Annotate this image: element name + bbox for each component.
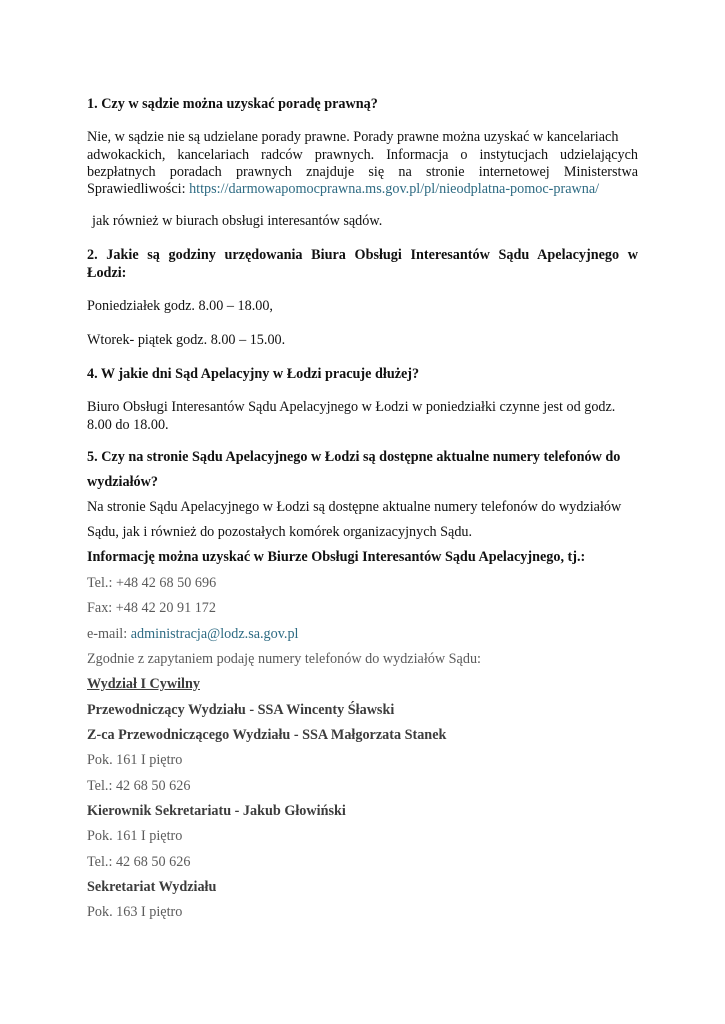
head-tel: Tel.: 42 68 50 626 xyxy=(87,854,191,870)
email-label: e-mail: xyxy=(87,626,128,642)
secretariat-room: Pok. 163 I piętro xyxy=(87,904,183,920)
division-name: Wydział I Cywilny xyxy=(87,676,200,692)
answer-1-line-3: bezpłatnych poradach prawnych znajduje się na stronie internetowej Ministerstwa xyxy=(87,164,638,180)
hours-monday: Poniedziałek godz. 8.00 – 18.00, xyxy=(87,298,273,314)
division-chair: Przewodniczący Wydziału - SSA Wincenty Śławski xyxy=(87,702,395,718)
answer-5-line-1: Na stronie Sądu Apelacyjnego w Łodzi są dostępne aktualne numery telefonów do wydziałów xyxy=(87,499,622,515)
question-1: 1. Czy w sądzie można uzyskać poradę prawną? xyxy=(87,96,378,112)
question-2-line-2: Łodzi: xyxy=(87,265,127,281)
answer-1-line-1: Nie, w sądzie nie są udzielane porady prawne. Porady prawne można uzyskać w kancelariach xyxy=(87,129,619,145)
question-5-line-2: wydziałów? xyxy=(87,474,158,490)
email-link[interactable]: administracja@lodz.sa.gov.pl xyxy=(130,626,299,642)
deputy-room: Pok. 161 I piętro xyxy=(87,752,183,768)
question-2-line-1: 2. Jakie są godziny urzędowania Biura Obsługi Interesantów Sądu Apelacyjnego w xyxy=(87,247,638,263)
info-heading: Informację można uzyskać w Biurze Obsługi Interesantów Sądu Apelacyjnego, tj.: xyxy=(87,549,586,565)
division-deputy: Z-ca Przewodniczącego Wydziału - SSA Małgorzata Stanek xyxy=(87,727,447,743)
answer-1-also: jak również w biurach obsługi interesantów sądów. xyxy=(92,213,383,229)
office-email xyxy=(87,626,299,644)
answer-1-label: Sprawiedliwości: xyxy=(87,181,186,197)
question-5-line-1: 5. Czy na stronie Sądu Apelacyjnego w Łodzi są dostępne aktualne numery telefonów do xyxy=(87,449,621,465)
office-fax: Fax: +48 42 20 91 172 xyxy=(87,600,216,616)
secretariat-title: Sekretariat Wydziału xyxy=(87,879,217,895)
head-room: Pok. 161 I piętro xyxy=(87,828,183,844)
answer-1-line-4 xyxy=(87,181,599,199)
answer-4-line-1: Biuro Obsługi Interesantów Sądu Apelacyjnego w Łodzi w poniedziałki czynne jest od godz. xyxy=(87,399,616,415)
office-tel: Tel.: +48 42 68 50 696 xyxy=(87,575,217,591)
secretariat-head: Kierownik Sekretariatu - Jakub Głowiński xyxy=(87,803,346,819)
phones-note: Zgodnie z zapytaniem podaję numery telefonów do wydziałów Sądu: xyxy=(87,651,481,667)
question-4: 4. W jakie dni Sąd Apelacyjny w Łodzi pracuje dłużej? xyxy=(87,366,420,382)
answer-5-line-2: Sądu, jak i również do pozostałych komórek organizacyjnych Sądu. xyxy=(87,524,473,540)
legal-aid-link[interactable]: https://darmowapomocprawna.ms.gov.pl/pl/nieodplatna-pomoc-prawna/ xyxy=(189,181,600,197)
deputy-tel: Tel.: 42 68 50 626 xyxy=(87,778,191,794)
answer-4-line-2: 8.00 do 18.00. xyxy=(87,417,169,433)
answer-1-line-2: adwokackich, kancelariach radców prawnych. Informacja o instytucjach udzielających xyxy=(87,147,638,163)
hours-tuesday-friday: Wtorek- piątek godz. 8.00 – 15.00. xyxy=(87,332,286,348)
